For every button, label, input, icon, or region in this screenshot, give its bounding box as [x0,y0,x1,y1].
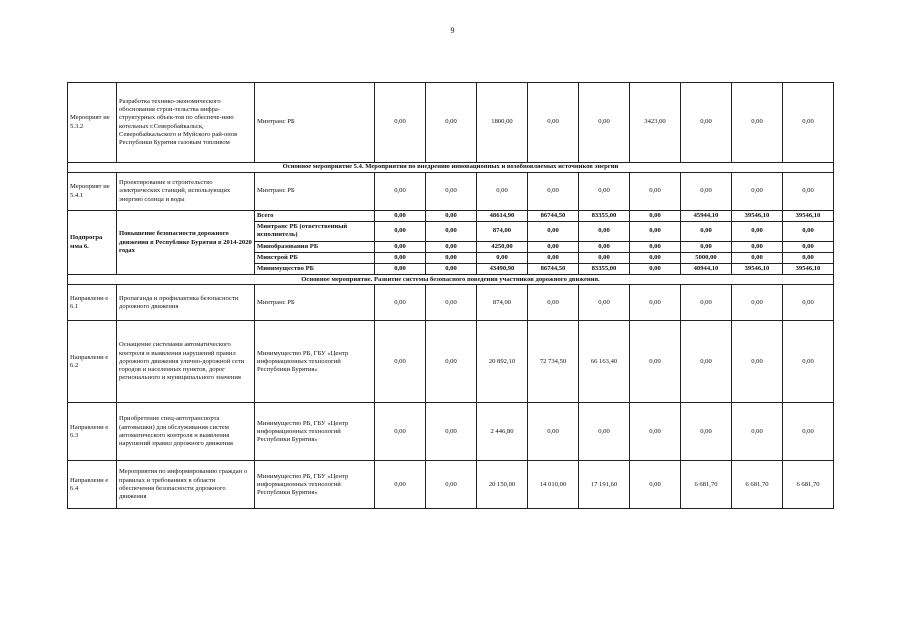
row-executor: Всего [255,211,375,222]
value-cell: 0,00 [783,241,834,252]
row-name: Разработка технико-экономического обоснования строи-тельства инфра-структурных объек-тов по обеспече-нию котельных г.Северобайкальск, Северобайкальского и Муйского рай-онов Республики Бурятия газовым топливом [117,83,255,163]
value-cell: 0,00 [579,403,630,461]
value-cell: 0,00 [630,321,681,403]
section-header-row [68,163,834,173]
value-cell: 0,00 [579,252,630,263]
value-cell: 48614,90 [477,211,528,222]
value-cell: 0,00 [426,321,477,403]
value-cell: 86744,50 [528,211,579,222]
value-cell: 0,00 [477,173,528,211]
value-cell: 0,00 [681,403,732,461]
value-cell: 0,00 [783,173,834,211]
row-id: Направлени е 6.1 [68,285,117,321]
value-cell: 0,00 [426,83,477,163]
value-cell: 45944,10 [681,211,732,222]
value-cell: 6 681,70 [732,461,783,509]
value-cell: 20 150,00 [477,461,528,509]
row-executor: Минимущество РБ, ГБУ «Центр информационных технологий Республики Бурятия» [255,321,375,403]
value-cell: 39546,10 [732,264,783,275]
value-cell: 0,00 [528,222,579,241]
row-executor: Минимущество РБ, ГБУ «Центр информационных технологий Республики Бурятия» [255,461,375,509]
value-cell: 83355,00 [579,264,630,275]
value-cell: 0,00 [732,252,783,263]
value-cell: 0,00 [528,241,579,252]
value-cell: 0,00 [426,264,477,275]
value-cell: 5000,00 [681,252,732,263]
row-id: Мероприят ие 5.4.1 [68,173,117,211]
value-cell: 6 681,70 [783,461,834,509]
value-cell: 2 446,80 [477,403,528,461]
value-cell: 0,00 [375,83,426,163]
value-cell: 0,00 [426,461,477,509]
value-cell: 0,00 [681,222,732,241]
value-cell: 39546,10 [783,264,834,275]
value-cell: 0,00 [375,403,426,461]
value-cell: 0,00 [528,83,579,163]
value-cell: 0,00 [783,321,834,403]
value-cell: 0,00 [630,285,681,321]
value-cell: 39546,10 [783,211,834,222]
page-number: 9 [450,26,455,35]
value-cell: 0,00 [579,222,630,241]
value-cell: 0,00 [783,83,834,163]
value-cell: 0,00 [528,403,579,461]
value-cell: 0,00 [375,264,426,275]
value-cell: 0,00 [426,241,477,252]
value-cell: 4250,00 [477,241,528,252]
row-executor: Минтранс РБ [255,173,375,211]
value-cell: 0,00 [426,285,477,321]
row-id: Мероприят ие 5.3.2 [68,83,117,163]
value-cell: 3423,00 [630,83,681,163]
row-executor: Минтранс РБ (ответственный исполнитель) [255,222,375,241]
value-cell: 0,00 [681,321,732,403]
table-row [68,285,834,321]
row-name: Оснащение системами автоматического контроля и выявления нарушений правил дорожного движения улично-дорожной сети городов и населенных пунктов, дорог регионального и муниципального значения [117,321,255,403]
section-title: Основное мероприятие. Развитие системы безопасного поведения участников дорожного движения. [68,275,834,285]
value-cell: 0,00 [783,403,834,461]
value-cell: 874,00 [477,222,528,241]
value-cell: 0,00 [732,285,783,321]
value-cell: 0,00 [732,321,783,403]
value-cell: 20 892,10 [477,321,528,403]
value-cell: 0,00 [783,285,834,321]
row-id: Направлени е 6.4 [68,461,117,509]
value-cell: 0,00 [375,321,426,403]
value-cell: 0,00 [681,241,732,252]
row-executor: Минобразования РБ [255,241,375,252]
table-row [68,211,834,222]
value-cell: 66 163,40 [579,321,630,403]
value-cell: 0,00 [630,252,681,263]
value-cell: 0,00 [426,252,477,263]
value-cell: 0,00 [375,211,426,222]
value-cell: 0,00 [732,222,783,241]
table-row [68,461,834,509]
section-title: Основное мероприятие 5.4. Мероприятия по внедрению инновационных и возобновляемых источников энергии [68,163,834,173]
value-cell: 0,00 [630,211,681,222]
value-cell: 0,00 [681,173,732,211]
value-cell: 0,00 [579,241,630,252]
value-cell: 0,00 [732,83,783,163]
row-id: Направлени е 6.2 [68,321,117,403]
value-cell: 0,00 [630,222,681,241]
value-cell: 0,00 [732,403,783,461]
value-cell: 0,00 [426,211,477,222]
row-executor: Минимущество РБ, ГБУ «Центр информационных технологий Республики Бурятия» [255,403,375,461]
value-cell: 0,00 [375,285,426,321]
value-cell: 0,00 [528,285,579,321]
value-cell: 0,00 [732,241,783,252]
row-name: Пропаганда и профилактика безопасности дорожного движения [117,285,255,321]
row-executor: Минтранс РБ [255,285,375,321]
value-cell: 0,00 [630,173,681,211]
value-cell: 72 734,50 [528,321,579,403]
value-cell: 0,00 [426,222,477,241]
value-cell: 0,00 [375,222,426,241]
row-executor: Минимущество РБ [255,264,375,275]
value-cell: 17 191,60 [579,461,630,509]
value-cell: 0,00 [579,173,630,211]
value-cell: 0,00 [375,461,426,509]
value-cell: 0,00 [681,83,732,163]
section-header-row [68,275,834,285]
value-cell: 0,00 [579,83,630,163]
table-row [68,173,834,211]
value-cell: 6 681,70 [681,461,732,509]
value-cell: 0,00 [630,403,681,461]
value-cell: 0,00 [681,285,732,321]
value-cell: 0,00 [426,173,477,211]
table-row [68,403,834,461]
row-executor: Минтранс РБ [255,83,375,163]
value-cell: 0,00 [477,252,528,263]
value-cell: 0,00 [630,461,681,509]
value-cell: 0,00 [528,252,579,263]
value-cell: 0,00 [732,173,783,211]
value-cell: 0,00 [375,252,426,263]
value-cell: 83355,00 [579,211,630,222]
value-cell: 874,00 [477,285,528,321]
value-cell: 0,00 [426,403,477,461]
table-row [68,321,834,403]
program-table [67,82,834,509]
value-cell: 86744,50 [528,264,579,275]
value-cell: 43490,90 [477,264,528,275]
value-cell: 0,00 [630,264,681,275]
value-cell: 0,00 [783,222,834,241]
row-executor: Минстрой РБ [255,252,375,263]
table-row [68,83,834,163]
value-cell: 0,00 [375,241,426,252]
row-name: Повышение безопасности дорожного движения в Республике Бурятия в 2014-2020 годах [117,211,255,275]
row-name: Проектирование и строительство электрических станций, использующих энергию солнца и воды [117,173,255,211]
value-cell: 0,00 [375,173,426,211]
value-cell: 39546,10 [732,211,783,222]
row-id: Подпрогра мма 6. [68,211,117,275]
value-cell: 40944,10 [681,264,732,275]
row-name: Мероприятия по информированию граждан о правилах и требованиях в области обеспечения безопасности дорожного движения [117,461,255,509]
value-cell: 0,00 [783,252,834,263]
value-cell: 0,00 [630,241,681,252]
value-cell: 0,00 [579,285,630,321]
value-cell: 14 010,00 [528,461,579,509]
value-cell: 1800,00 [477,83,528,163]
value-cell: 0,00 [528,173,579,211]
row-id: Направлени е 6.3 [68,403,117,461]
row-name: Приобретение спец-автотранспорта (автовышки) для обслуживания систем автоматического контроля и выявления нарушений правил дорожного движения [117,403,255,461]
